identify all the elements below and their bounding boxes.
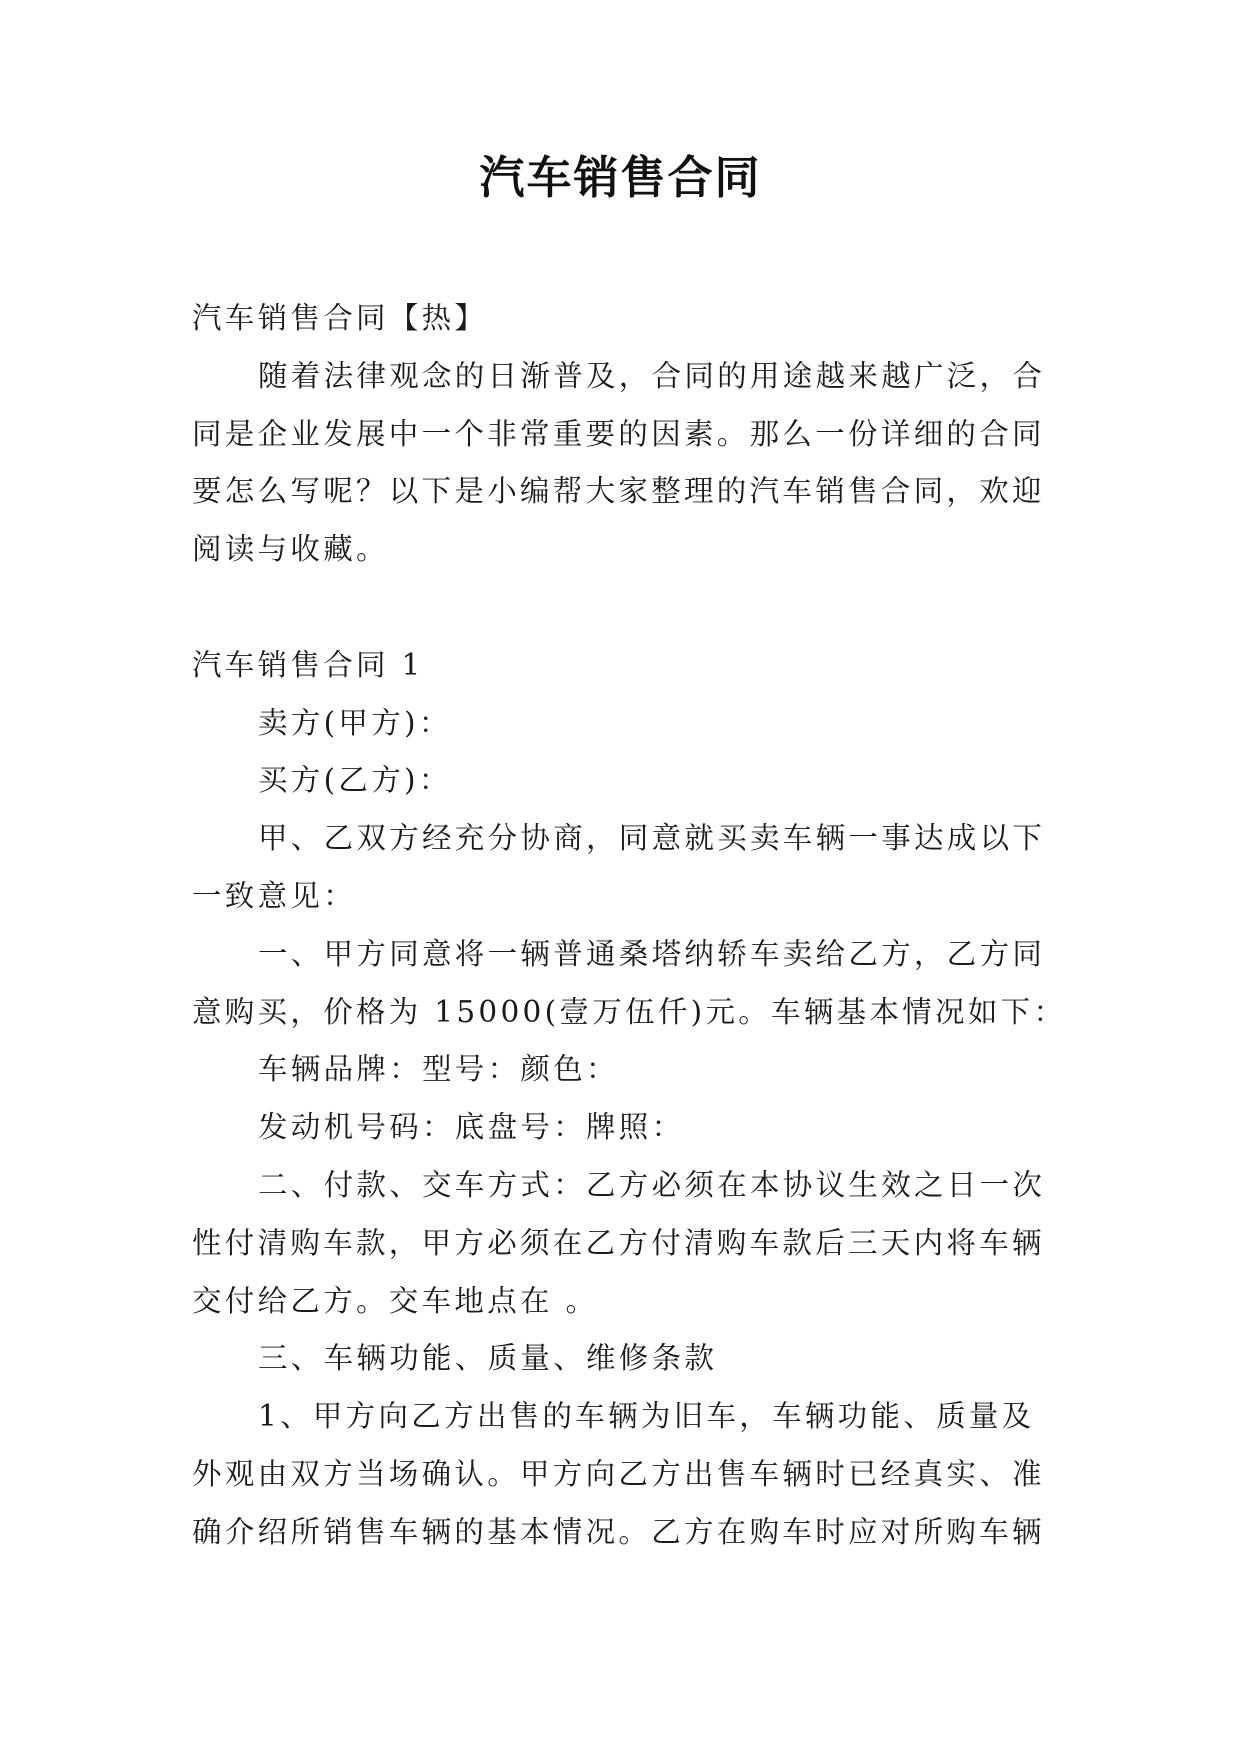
clause-line: 性付清购车款，甲方必须在乙方付清购车款后三天内将车辆 <box>192 1225 1045 1260</box>
clause-line: 意购买，价格为 15000(壹万伍仟)元。车辆基本情况如下： <box>192 994 1067 1029</box>
clause-line: 确介绍所销售车辆的基本情况。乙方在购车时应对所购车辆 <box>192 1514 1045 1549</box>
clause-line: 外观由双方当场确认。甲方向乙方出售车辆时已经真实、准 <box>192 1456 1045 1491</box>
section-heading: 汽车销售合同 1 <box>192 647 424 682</box>
clause-line: 1、甲方向乙方出售的车辆为旧车，车辆功能、质量及 <box>258 1399 1035 1434</box>
paragraph-spacer <box>192 579 1058 637</box>
agreement-line: 甲、乙双方经充分协商，同意就买卖车辆一事达成以下 <box>258 821 1046 856</box>
vehicle-info-line: 车辆品牌：型号：颜色： <box>258 1052 619 1087</box>
intro-line: 同是企业发展中一个非常重要的因素。那么一份详细的合同 <box>192 416 1045 451</box>
buyer-line: 买方(乙方)： <box>258 763 452 798</box>
intro-line: 阅读与收藏。 <box>192 532 389 567</box>
seller-line: 卖方(甲方)： <box>258 705 452 740</box>
clause-heading: 三、车辆功能、质量、维修条款 <box>258 1341 718 1376</box>
agreement-line: 一致意见： <box>192 878 357 913</box>
clause-line: 交付给乙方。交车地点在 。 <box>192 1283 599 1318</box>
clause-line: 一、甲方同意将一辆普通桑塔纳轿车卖给乙方，乙方同 <box>258 936 1046 971</box>
intro-line: 要怎么写呢？以下是小编帮大家整理的汽车销售合同，欢迎 <box>192 474 1045 509</box>
document-body <box>192 290 1067 1562</box>
document-title: 汽车销售合同 <box>479 151 762 204</box>
clause-line: 二、付款、交车方式：乙方必须在本协议生效之日一次 <box>258 1167 1046 1202</box>
subtitle-line: 汽车销售合同【热】 <box>192 301 488 335</box>
intro-line: 随着法律观念的日渐普及，合同的用途越来越广泛，合 <box>258 358 1046 393</box>
vehicle-info-line: 发动机号码：底盘号：牌照： <box>258 1110 685 1145</box>
